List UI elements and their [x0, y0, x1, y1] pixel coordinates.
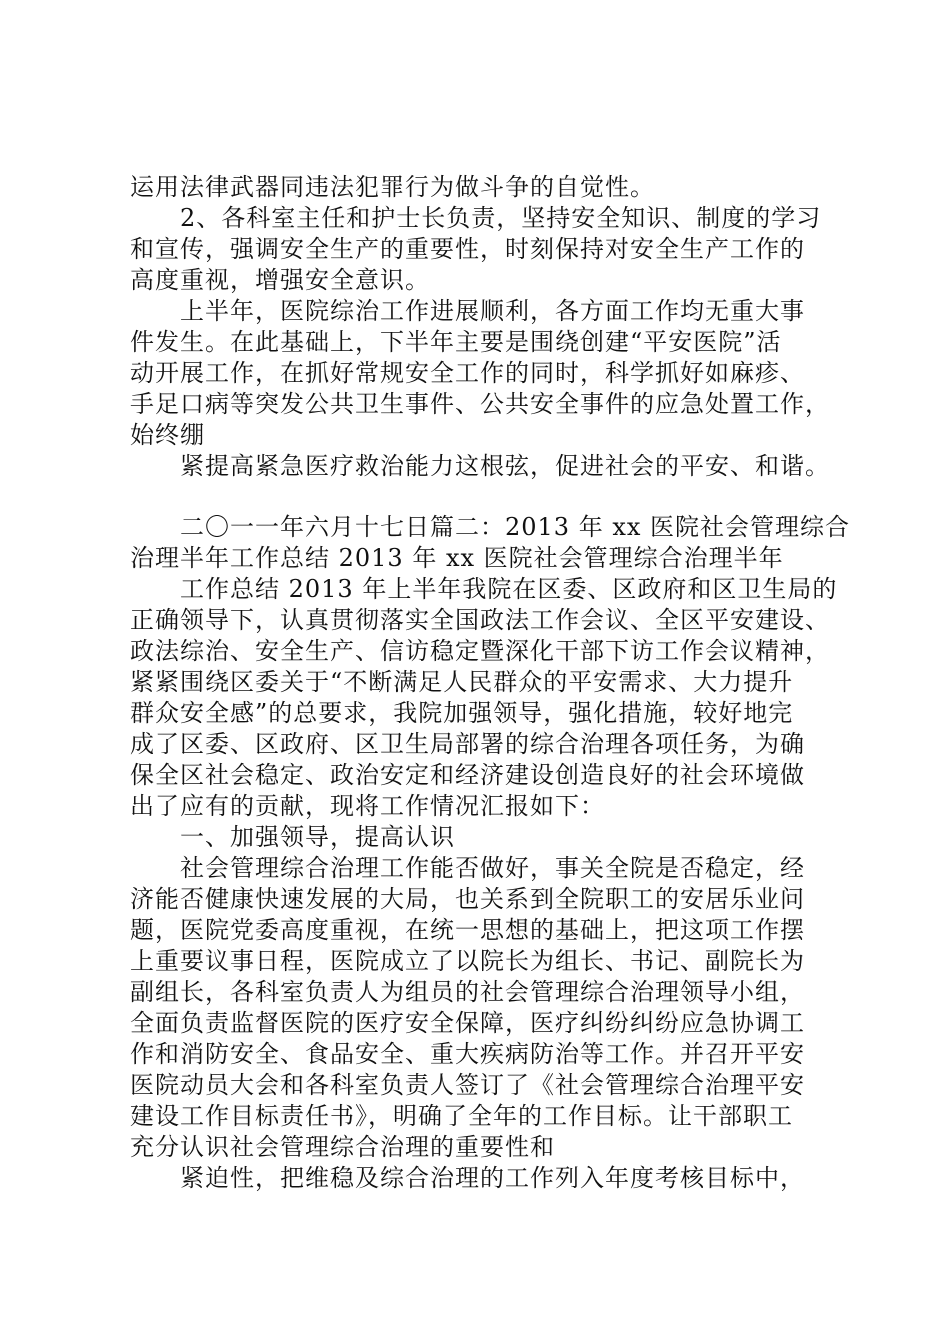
text-line: 治理半年工作总结 2013 年 xx 医院社会管理综合治理半年	[130, 544, 784, 572]
text-line: 紧迫性，把维稳及综合治理的工作列入年度考核目标中，	[180, 1164, 805, 1192]
section-heading: 一、加强领导，提高认识	[180, 823, 455, 851]
text-line: 动开展工作，在抓好常规安全工作的同时，科学抓好如麻疹、	[130, 359, 805, 387]
text-line: 件发生。在此基础上，下半年主要是围绕创建“平安医院”活	[130, 328, 782, 356]
document-body	[130, 172, 832, 482]
text-line: 工作总结 2013 年上半年我院在区委、区政府和区卫生局的	[180, 575, 838, 603]
text-line: 上重要议事日程，医院成立了以院长为组长、书记、副院长为	[130, 947, 805, 975]
text-line: 紧提高紧急医疗救治能力这根弦，促进社会的平安、和谐。	[180, 452, 830, 480]
text-line: 副组长，各科室负责人为组员的社会管理综合治理领导小组，	[130, 978, 805, 1006]
text-line: 群众安全感”的总要求，我院加强领导，强化措施，较好地完	[130, 699, 794, 727]
text-line: 正确领导下，认真贯彻落实全国政法工作会议、全区平安建设、	[130, 606, 830, 634]
text-line: 作和消防安全、食品安全、重大疾病防治等工作。并召开平安	[130, 1040, 805, 1068]
text-line: 政法综治、安全生产、信访稳定暨深化干部下访工作会议精神，	[130, 637, 830, 665]
text-line: 紧紧围绕区委关于“不断满足人民群众的平安需求、大力提升	[130, 668, 794, 696]
text-line: 高度重视，增强安全意识。	[130, 266, 430, 294]
text-line: 建设工作目标责任书》，明确了全年的工作目标。让干部职工	[130, 1102, 793, 1130]
text-line: 保全区社会稳定、政治安定和经济建设创造良好的社会环境做	[130, 761, 805, 789]
text-line: 济能否健康快速发展的大局，也关系到全院职工的安居乐业问	[130, 885, 805, 913]
text-line: 运用法律武器同违法犯罪行为做斗争的自觉性。	[130, 173, 655, 201]
text-line: 医院动员大会和各科室负责人签订了《社会管理综合治理平安	[130, 1071, 805, 1099]
text-line: 题，医院党委高度重视，在统一思想的基础上，把这项工作摆	[130, 916, 805, 944]
text-line: 上半年，医院综治工作进展顺利，各方面工作均无重大事	[180, 297, 805, 325]
text-line: 充分认识社会管理综合治理的重要性和	[130, 1133, 555, 1161]
text-line: 手足口病等突发公共卫生事件、公共安全事件的应急处置工作，	[130, 390, 830, 418]
text-line: 出了应有的贡献，现将工作情况汇报如下：	[130, 792, 605, 820]
text-line: 社会管理综合治理工作能否做好，事关全院是否稳定，经	[180, 854, 805, 882]
document-body-section-2	[130, 512, 851, 1194]
text-line: 2、各科室主任和护士长负责，坚持安全知识、制度的学习	[180, 204, 822, 232]
text-line: 成了区委、区政府、区卫生局部署的综合治理各项任务，为确	[130, 730, 805, 758]
text-line: 和宣传，强调安全生产的重要性，时刻保持对安全生产工作的	[130, 235, 805, 263]
text-line: 始终绷	[130, 421, 205, 449]
text-line: 全面负责监督医院的医疗安全保障，医疗纠纷纠纷应急协调工	[130, 1009, 805, 1037]
text-line: 二〇一一年六月十七日篇二：2013 年 xx 医院社会管理综合	[180, 513, 851, 541]
